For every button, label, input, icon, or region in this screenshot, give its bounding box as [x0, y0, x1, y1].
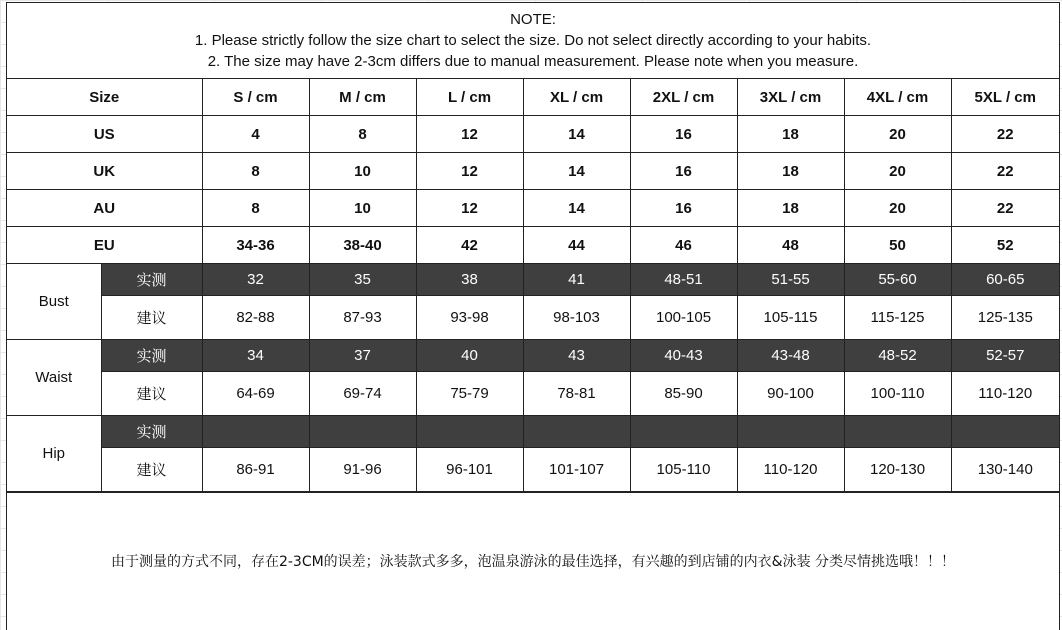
suggested-value: 78-81	[523, 372, 630, 416]
measured-label: 实测	[101, 416, 202, 448]
suggested-value: 120-130	[844, 448, 951, 492]
standard-value: 22	[951, 116, 1059, 153]
note-section	[7, 3, 1059, 79]
measurement-category: Waist	[7, 340, 101, 416]
suggested-value: 130-140	[951, 448, 1059, 492]
size-header-2xl: 2XL / cm	[630, 79, 737, 116]
measured-value: 52-57	[951, 340, 1059, 372]
suggested-row	[7, 448, 1059, 492]
suggested-value: 101-107	[523, 448, 630, 492]
standard-value: 20	[844, 153, 951, 190]
note-title: NOTE:	[510, 11, 556, 28]
standard-value: 4	[202, 116, 309, 153]
standard-value: 8	[202, 190, 309, 227]
measured-value	[844, 416, 951, 448]
measured-value: 48-52	[844, 340, 951, 372]
table-row	[7, 227, 1059, 264]
suggested-label: 建议	[101, 372, 202, 416]
size-table	[7, 79, 1059, 492]
standard-value: 14	[523, 116, 630, 153]
standard-value: 18	[737, 116, 844, 153]
standard-value: 8	[309, 116, 416, 153]
measured-value	[951, 416, 1059, 448]
standard-value: 16	[630, 116, 737, 153]
standard-value: 18	[737, 153, 844, 190]
standard-label: UK	[7, 153, 202, 190]
measured-value: 40	[416, 340, 523, 372]
measured-value: 60-65	[951, 264, 1059, 296]
measured-value: 40-43	[630, 340, 737, 372]
footer-note	[7, 492, 1059, 630]
size-header-label: Size	[7, 79, 202, 116]
standard-value: 38-40	[309, 227, 416, 264]
standard-value: 10	[309, 153, 416, 190]
size-header-3xl: 3XL / cm	[737, 79, 844, 116]
suggested-value: 96-101	[416, 448, 523, 492]
suggested-value: 98-103	[523, 296, 630, 340]
measured-value: 38	[416, 264, 523, 296]
suggested-value: 69-74	[309, 372, 416, 416]
suggested-label: 建议	[101, 448, 202, 492]
suggested-value: 91-96	[309, 448, 416, 492]
suggested-value: 110-120	[737, 448, 844, 492]
suggested-value: 105-115	[737, 296, 844, 340]
measured-value: 35	[309, 264, 416, 296]
measured-value: 43	[523, 340, 630, 372]
measured-value: 48-51	[630, 264, 737, 296]
measurement-category: Bust	[7, 264, 101, 340]
measured-value: 43-48	[737, 340, 844, 372]
suggested-value: 125-135	[951, 296, 1059, 340]
standard-label: US	[7, 116, 202, 153]
size-header-m: M / cm	[309, 79, 416, 116]
standard-value: 16	[630, 153, 737, 190]
suggested-row	[7, 296, 1059, 340]
size-header-xl: XL / cm	[523, 79, 630, 116]
standard-value: 8	[202, 153, 309, 190]
standard-value: 52	[951, 227, 1059, 264]
measured-value: 51-55	[737, 264, 844, 296]
footer-text: 由于测量的方式不同，存在2-3CM的误差；泳装款式多多，泡温泉游泳的最佳选择，有兴趣的到店铺的内衣&泳装 分类尽情挑选哦！！！	[110, 553, 956, 570]
measured-label: 实测	[101, 340, 202, 372]
note-line-1: 1. Please strictly follow the size chart to select the size. Do not select directly according to your habits.	[194, 32, 872, 49]
suggested-value: 115-125	[844, 296, 951, 340]
standard-value: 44	[523, 227, 630, 264]
size-header-4xl: 4XL / cm	[844, 79, 951, 116]
standard-label: EU	[7, 227, 202, 264]
suggested-value: 100-105	[630, 296, 737, 340]
table-row	[7, 116, 1059, 153]
size-header-5xl: 5XL / cm	[951, 79, 1059, 116]
measured-value	[523, 416, 630, 448]
suggested-value: 100-110	[844, 372, 951, 416]
measured-row	[7, 340, 1059, 372]
standard-value: 34-36	[202, 227, 309, 264]
standard-value: 18	[737, 190, 844, 227]
suggested-value: 93-98	[416, 296, 523, 340]
standard-value: 46	[630, 227, 737, 264]
standard-value: 20	[844, 116, 951, 153]
standard-value: 12	[416, 153, 523, 190]
suggested-value: 87-93	[309, 296, 416, 340]
suggested-value: 90-100	[737, 372, 844, 416]
standard-value: 48	[737, 227, 844, 264]
suggested-value: 82-88	[202, 296, 309, 340]
suggested-value: 105-110	[630, 448, 737, 492]
standard-value: 22	[951, 190, 1059, 227]
table-row	[7, 190, 1059, 227]
suggested-value: 86-91	[202, 448, 309, 492]
suggested-label: 建议	[101, 296, 202, 340]
standard-value: 42	[416, 227, 523, 264]
suggested-value: 75-79	[416, 372, 523, 416]
size-header-l: L / cm	[416, 79, 523, 116]
measured-value	[309, 416, 416, 448]
suggested-row	[7, 372, 1059, 416]
size-header-s: S / cm	[202, 79, 309, 116]
suggested-value: 110-120	[951, 372, 1059, 416]
measured-value: 41	[523, 264, 630, 296]
size-chart	[6, 2, 1060, 630]
table-row	[7, 153, 1059, 190]
measured-row	[7, 264, 1059, 296]
measured-value	[737, 416, 844, 448]
suggested-value: 64-69	[202, 372, 309, 416]
measured-value: 32	[202, 264, 309, 296]
standard-value: 14	[523, 190, 630, 227]
measured-value: 34	[202, 340, 309, 372]
standard-label: AU	[7, 190, 202, 227]
measured-row	[7, 416, 1059, 448]
suggested-value: 85-90	[630, 372, 737, 416]
standard-value: 22	[951, 153, 1059, 190]
header-row	[7, 79, 1059, 116]
standard-value: 12	[416, 190, 523, 227]
measured-value: 55-60	[844, 264, 951, 296]
measured-value	[202, 416, 309, 448]
note-line-2: 2. The size may have 2-3cm differs due to manual measurement. Please note when you measure.	[207, 53, 859, 70]
standard-value: 10	[309, 190, 416, 227]
measured-label: 实测	[101, 264, 202, 296]
standard-value: 20	[844, 190, 951, 227]
standard-value: 50	[844, 227, 951, 264]
measured-value	[416, 416, 523, 448]
measured-value	[630, 416, 737, 448]
measured-value: 37	[309, 340, 416, 372]
standard-value: 12	[416, 116, 523, 153]
standard-value: 16	[630, 190, 737, 227]
standard-value: 14	[523, 153, 630, 190]
measurement-category: Hip	[7, 416, 101, 492]
